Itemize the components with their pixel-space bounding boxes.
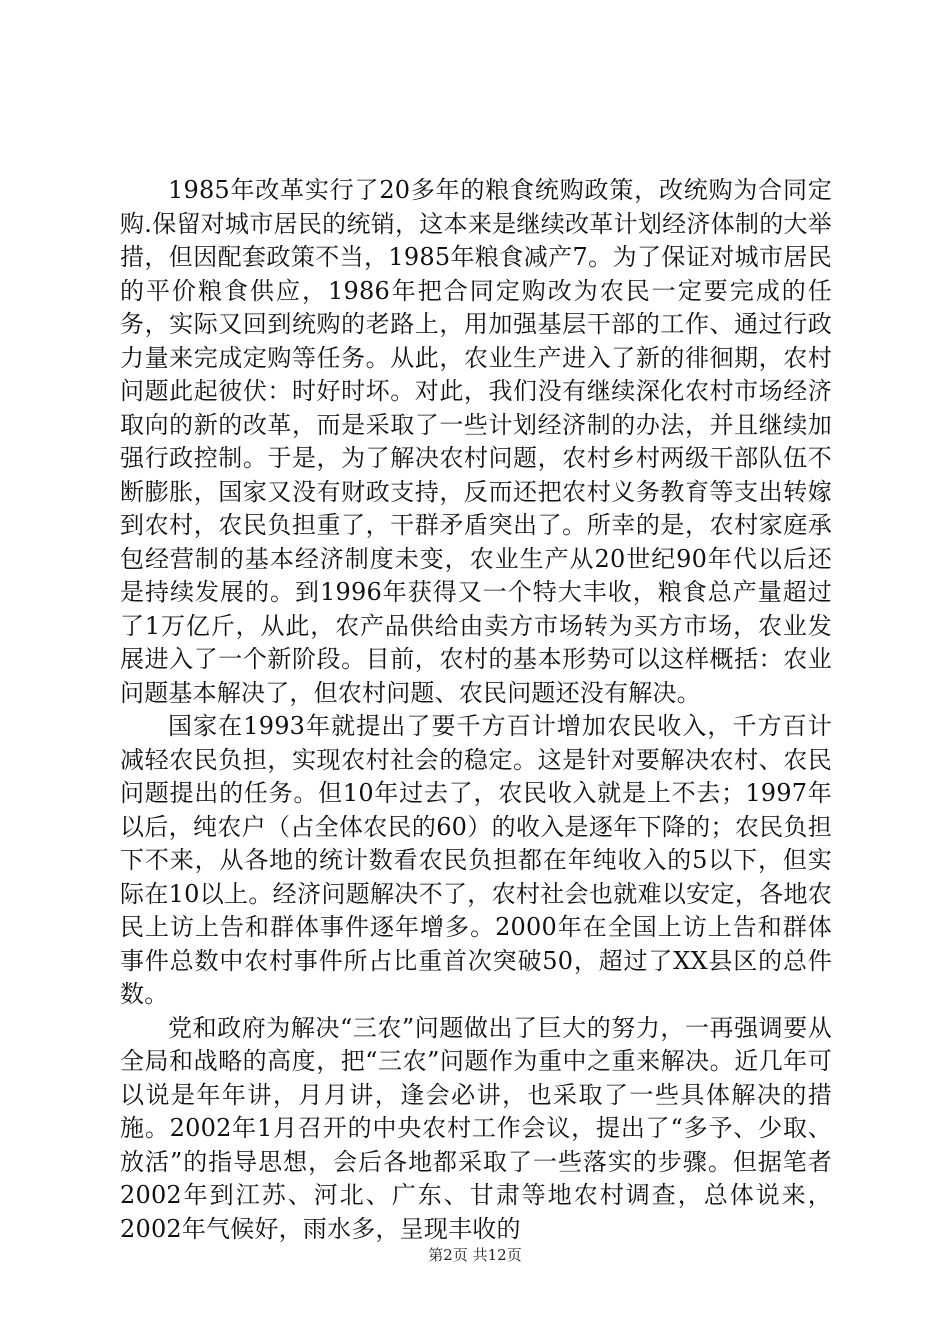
paragraph-3: 党和政府为解决“三农”问题做出了巨大的努力，一再强调要从全局和战略的高度，把“三农”问题作为重中之重来解决。近几年可以说是年年讲，月月讲，逢会必讲，也采取了一些具体解决的措施。2002年1月召开的中央农村工作会议，提出了“多予、少取、放活”的指导思想，会后各地都采取了一些落实的步骤。但据笔者2002年到江苏、河北、广东、甘肃等地农村调查，总体说来，2002年气候好，雨水多，呈现丰收的 bbox=[120, 1013, 832, 1243]
page-footer bbox=[0, 1244, 950, 1265]
page-number-label: 第2页 共12页 bbox=[428, 1246, 522, 1264]
document-body bbox=[120, 174, 832, 1246]
paragraph-2: 国家在1993年就提出了要千方百计增加农民收入，千方百计减轻农民负担，实现农村社会的稳定。这是针对要解决农村、农民问题提出的任务。但10年过去了，农民收入就是上不去；1997年以后，纯农户（占全体农民的60）的收入是逐年下降的；农民负担下不来，从各地的统计数看农民负担都在年纯收入的5以下，但实际在10以上。经济问题解决不了，农村社会也就难以安定，各地农民上访上告和群体事件逐年增多。2000年在全国上访上告和群体事件总数中农村事件所占比重首次突破50，超过了XX县区的总件数。 bbox=[120, 712, 832, 1008]
paragraph-1: 1985年改革实行了20多年的粮食统购政策，改统购为合同定购.保留对城市居民的统销，这本来是继续改革计划经济体制的大举措，但因配套政策不当，1985年粮食减产7。为了保证对城市居民的平价粮食供应，1986年把合同定购改为农民一定要完成的任务，实际又回到统购的老路上，用加强基层干部的工作、通过行政力量来完成定购等任务。从此，农业生产进入了新的徘徊期，农村问题此起彼伏：时好时坏。对此，我们没有继续深化农村市场经济取向的新的改革，而是采取了一些计划经济制的办法，并且继续加强行政控制。于是，为了解决农村问题，农村乡村两级干部队伍不断膨胀，国家又没有财政支持，反而还把农村义务教育等支出转嫁到农村，农民负担重了，干群矛盾突出了。所幸的是，农村家庭承包经营制的基本经济制度未变，农业生产从20世纪90年代以后还是持续发展的。到1996年获得又一个特大丰收，粮食总产量超过了1万亿斤，从此，农产品供给由卖方市场转为买方市场，农业发展进入了一个新阶段。目前，农村的基本形势可以这样概括：农业问题基本解决了，但农村问题、农民问题还没有解决。 bbox=[120, 176, 832, 707]
